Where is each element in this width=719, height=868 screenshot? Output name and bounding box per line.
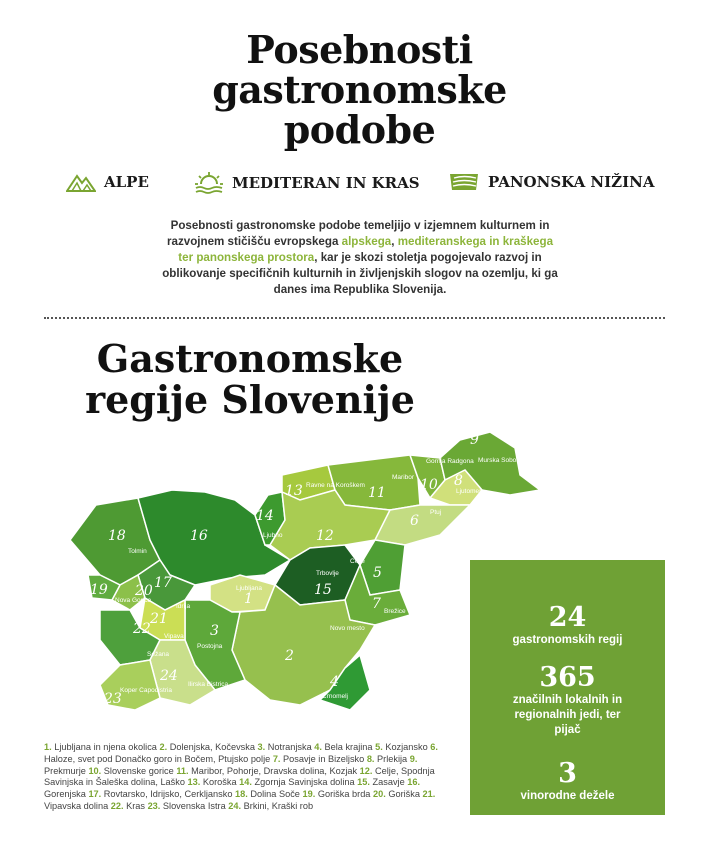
- map-town: Ljubno: [263, 532, 283, 539]
- legend-panonska: PANONSKA NIŽINA: [448, 172, 654, 192]
- intro-paragraph: Posebnosti gastronomske podobe temeljijo v izjemnem kulturnem in razvojnem stičišču evropskega alpskega, mediteranskega in kraškega ter panonskega prostora, kar je skozi stoletja pogojevalo razvoj in oblikovanje specifičnih kulturnih in življenjskih slogov na ozemlju, ki ga danes ima Republika Slovenija.: [162, 219, 558, 296]
- map-number: 9: [470, 432, 479, 448]
- map-number: 22: [133, 621, 151, 637]
- map-town: Brežice: [384, 608, 406, 615]
- map-number: 6: [410, 513, 419, 529]
- map-number: 3: [210, 623, 219, 639]
- map-number: 1: [244, 591, 253, 607]
- map-number: 10: [420, 477, 438, 493]
- map-town: Murska Sobota: [478, 457, 522, 464]
- map-town: Gornja Radgona: [426, 458, 474, 465]
- map-town: Koper Capodistria: [120, 687, 173, 694]
- map-town: Vipava: [164, 633, 184, 640]
- map-number: 14: [256, 508, 274, 524]
- map-town: Celje: [350, 558, 365, 565]
- mountain-icon: [66, 172, 96, 192]
- map-number: 21: [150, 611, 168, 627]
- section-title: Gastronomske regije Slovenije: [85, 336, 415, 422]
- map-town: Ljutomer: [456, 488, 482, 495]
- stat-wine-value: 3: [558, 758, 577, 789]
- map-number: 20: [135, 583, 153, 599]
- map-number: 23: [104, 691, 122, 707]
- map-town: Ravne na Koroškem: [306, 482, 365, 489]
- map-town: Tolmin: [128, 548, 147, 555]
- map-number: 7: [372, 596, 381, 612]
- map-town: Trbovlje: [316, 570, 339, 577]
- map-number: 17: [154, 575, 172, 591]
- map-number: 12: [316, 528, 334, 544]
- map-town: Postojna: [197, 643, 223, 650]
- map-town: Sežana: [147, 651, 170, 658]
- map-number: 5: [373, 565, 382, 581]
- region-6: [375, 505, 470, 545]
- map-town: Nova Gorica: [115, 597, 152, 604]
- map-town: Ljubljana: [236, 585, 263, 592]
- map-number: 24: [160, 668, 178, 684]
- stat-regions-label: gastronomskih regij: [512, 634, 623, 646]
- stats-panel: [470, 560, 665, 815]
- stat-dishes-label: značilnih lokalnih in regionalnih jedi, ter pijač: [512, 694, 623, 736]
- map-number: 4: [330, 674, 339, 690]
- sun-sea-icon: [194, 172, 224, 194]
- field-icon: [448, 172, 480, 192]
- legend-alpe: ALPE: [66, 172, 149, 192]
- map-number: 11: [368, 485, 386, 501]
- map-number: 16: [190, 528, 208, 544]
- map-number: 19: [90, 582, 108, 598]
- page-title: Posebnosti gastronomske podobe: [212, 27, 507, 152]
- map-number: 15: [314, 582, 332, 598]
- map-town: Idrija: [176, 603, 191, 610]
- map-number: 8: [454, 473, 463, 489]
- map-number: 2: [285, 648, 294, 664]
- stat-regions-value: 24: [548, 602, 587, 633]
- map-town: Novo mesto: [330, 625, 365, 632]
- slovenia-region-map: [60, 425, 540, 725]
- dotted-divider: [44, 317, 665, 319]
- stat-wine-label: vinorodne dežele: [520, 790, 615, 802]
- map-town: Črnomelj: [322, 693, 349, 700]
- map-number: 18: [108, 528, 126, 544]
- legend-mediteran: MEDITERAN IN KRAS: [194, 172, 420, 194]
- map-town: Ilirska Bistrica: [188, 681, 229, 688]
- map-town: Maribor: [392, 474, 415, 481]
- map-town: Ptuj: [430, 509, 442, 516]
- region-footnote: 1. Ljubljana in njena okolica 2. Dolenjska, Kočevska 3. Notranjska 4. Bela krajina 5. Kozjansko 6. Haloze, svet pod Donačko goro in Bočem, Ptujsko polje 7. Posavje in Bizeljsko 8. Prlekija 9. Prekmurje 10. Slovenske gorice 11. Maribor, Pohorje, Dravska dolina, Kozjak 12. Celje, Spodnja Savinjska in Šaleška dolina, Laško 13. Koroška 14. Zgornja Savinjska dolina 15. Zasavje 16. Gorenjska 17. Rovtarsko, Idrijsko, Cerkljansko 18. Dolina Soče 19. Goriška brda 20. Goriška 21. Vipavska dolina 22. Kras 23. Slovenska Istra 24. Brkini, Kraški rob: [44, 742, 438, 811]
- stat-dishes-value: 365: [539, 662, 596, 693]
- map-number: 13: [285, 483, 303, 499]
